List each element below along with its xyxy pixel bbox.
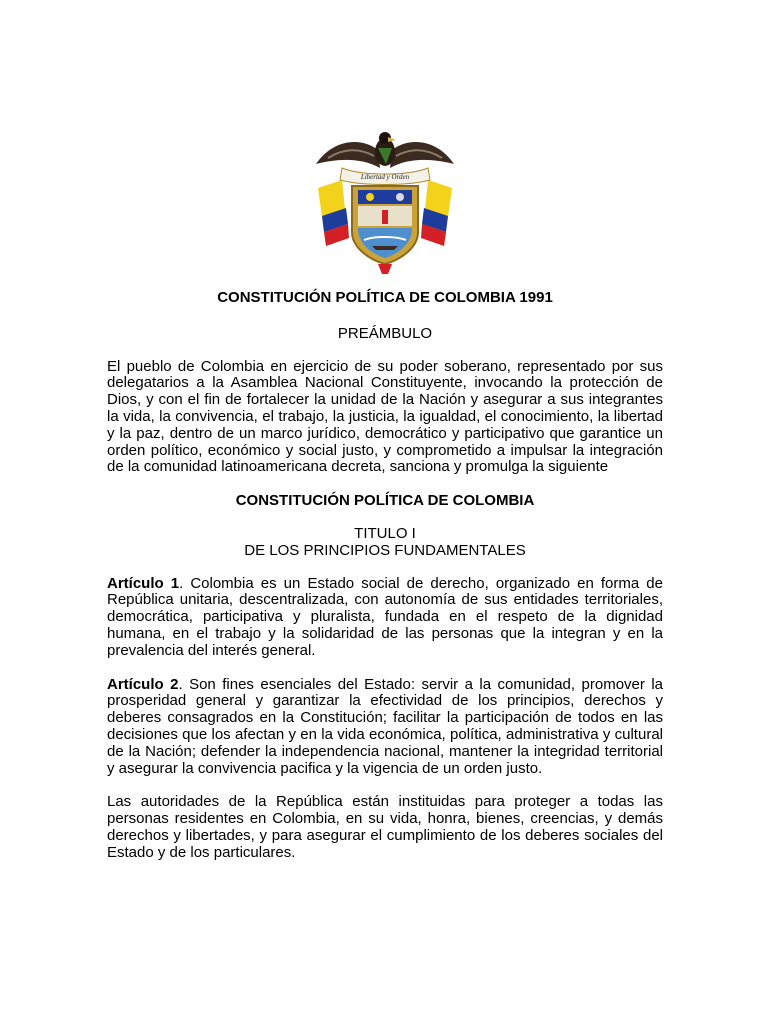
article-1	[107, 576, 663, 660]
coat-of-arms-icon	[308, 128, 462, 276]
article-2-text: . Son fines esenciales del Estado: servir a la comunidad, promover la prosperidad general y garantizar la efectividad de los principios, derechos y deberes consagrados en la Constitución; facilitar la participación de todos en las decisiones que los afectan y en la vida económica, política, administrativa y cultural de la Nación; defender la independencia nacional, mantener la integridad territorial y asegurar la convivencia pacifica y la vigencia de un orden justo.	[107, 675, 663, 777]
title-name: DE LOS PRINCIPIOS FUNDAMENTALES	[244, 541, 526, 559]
article-1-label: Artículo 1	[107, 574, 180, 592]
motto-text: Libertad y Orden	[360, 173, 410, 181]
preamble-heading: PREÁMBULO	[337, 324, 433, 342]
document-body	[107, 290, 663, 879]
constitution-heading: CONSTITUCIÓN POLÍTICA DE COLOMBIA	[235, 492, 535, 510]
coat-of-arms-emblem	[308, 128, 462, 276]
document-title: CONSTITUCIÓN POLÍTICA DE COLOMBIA 1991	[217, 289, 553, 306]
article-1-text: . Colombia es un Estado social de derecho, organizado en forma de República unitaria, descentralizada, con autonomía de sus entidades territoriales, democrática, participativa y pluralista, fundada en el respeto de la dignidad humana, en el trabajo y la solidaridad de las personas que la integran y en la prevalencia del interés general.	[107, 574, 663, 659]
article-2-paragraph-2: Las autoridades de la República están instituidas para proteger a todas las personas residentes en Colombia, en su vida, honra, bienes, creencias, y demás derechos y libertades, y para asegurar el cumplimiento de los deberes sociales del Estado y de los particulares.	[107, 793, 663, 861]
article-2	[107, 677, 663, 778]
article-2-label: Artículo 2	[107, 675, 179, 693]
title-number: TITULO I	[354, 524, 416, 542]
preamble-text: El pueblo de Colombia en ejercicio de su poder soberano, representado por sus delegatarios a la Asamblea Nacional Constituyente, invocando la protección de Dios, y con el fin de fortalecer la unidad de la Nación y asegurar a sus integrantes la vida, la convivencia, el trabajo, la justicia, la igualdad, el conocimiento, la libertad y la paz, dentro de un marco jurídico, democrático y participativo que garantice un orden político, económico y social justo, y comprometido a impulsar la integración de la comunidad latinoamericana decreta, sanciona y promulga la siguiente	[107, 357, 663, 476]
